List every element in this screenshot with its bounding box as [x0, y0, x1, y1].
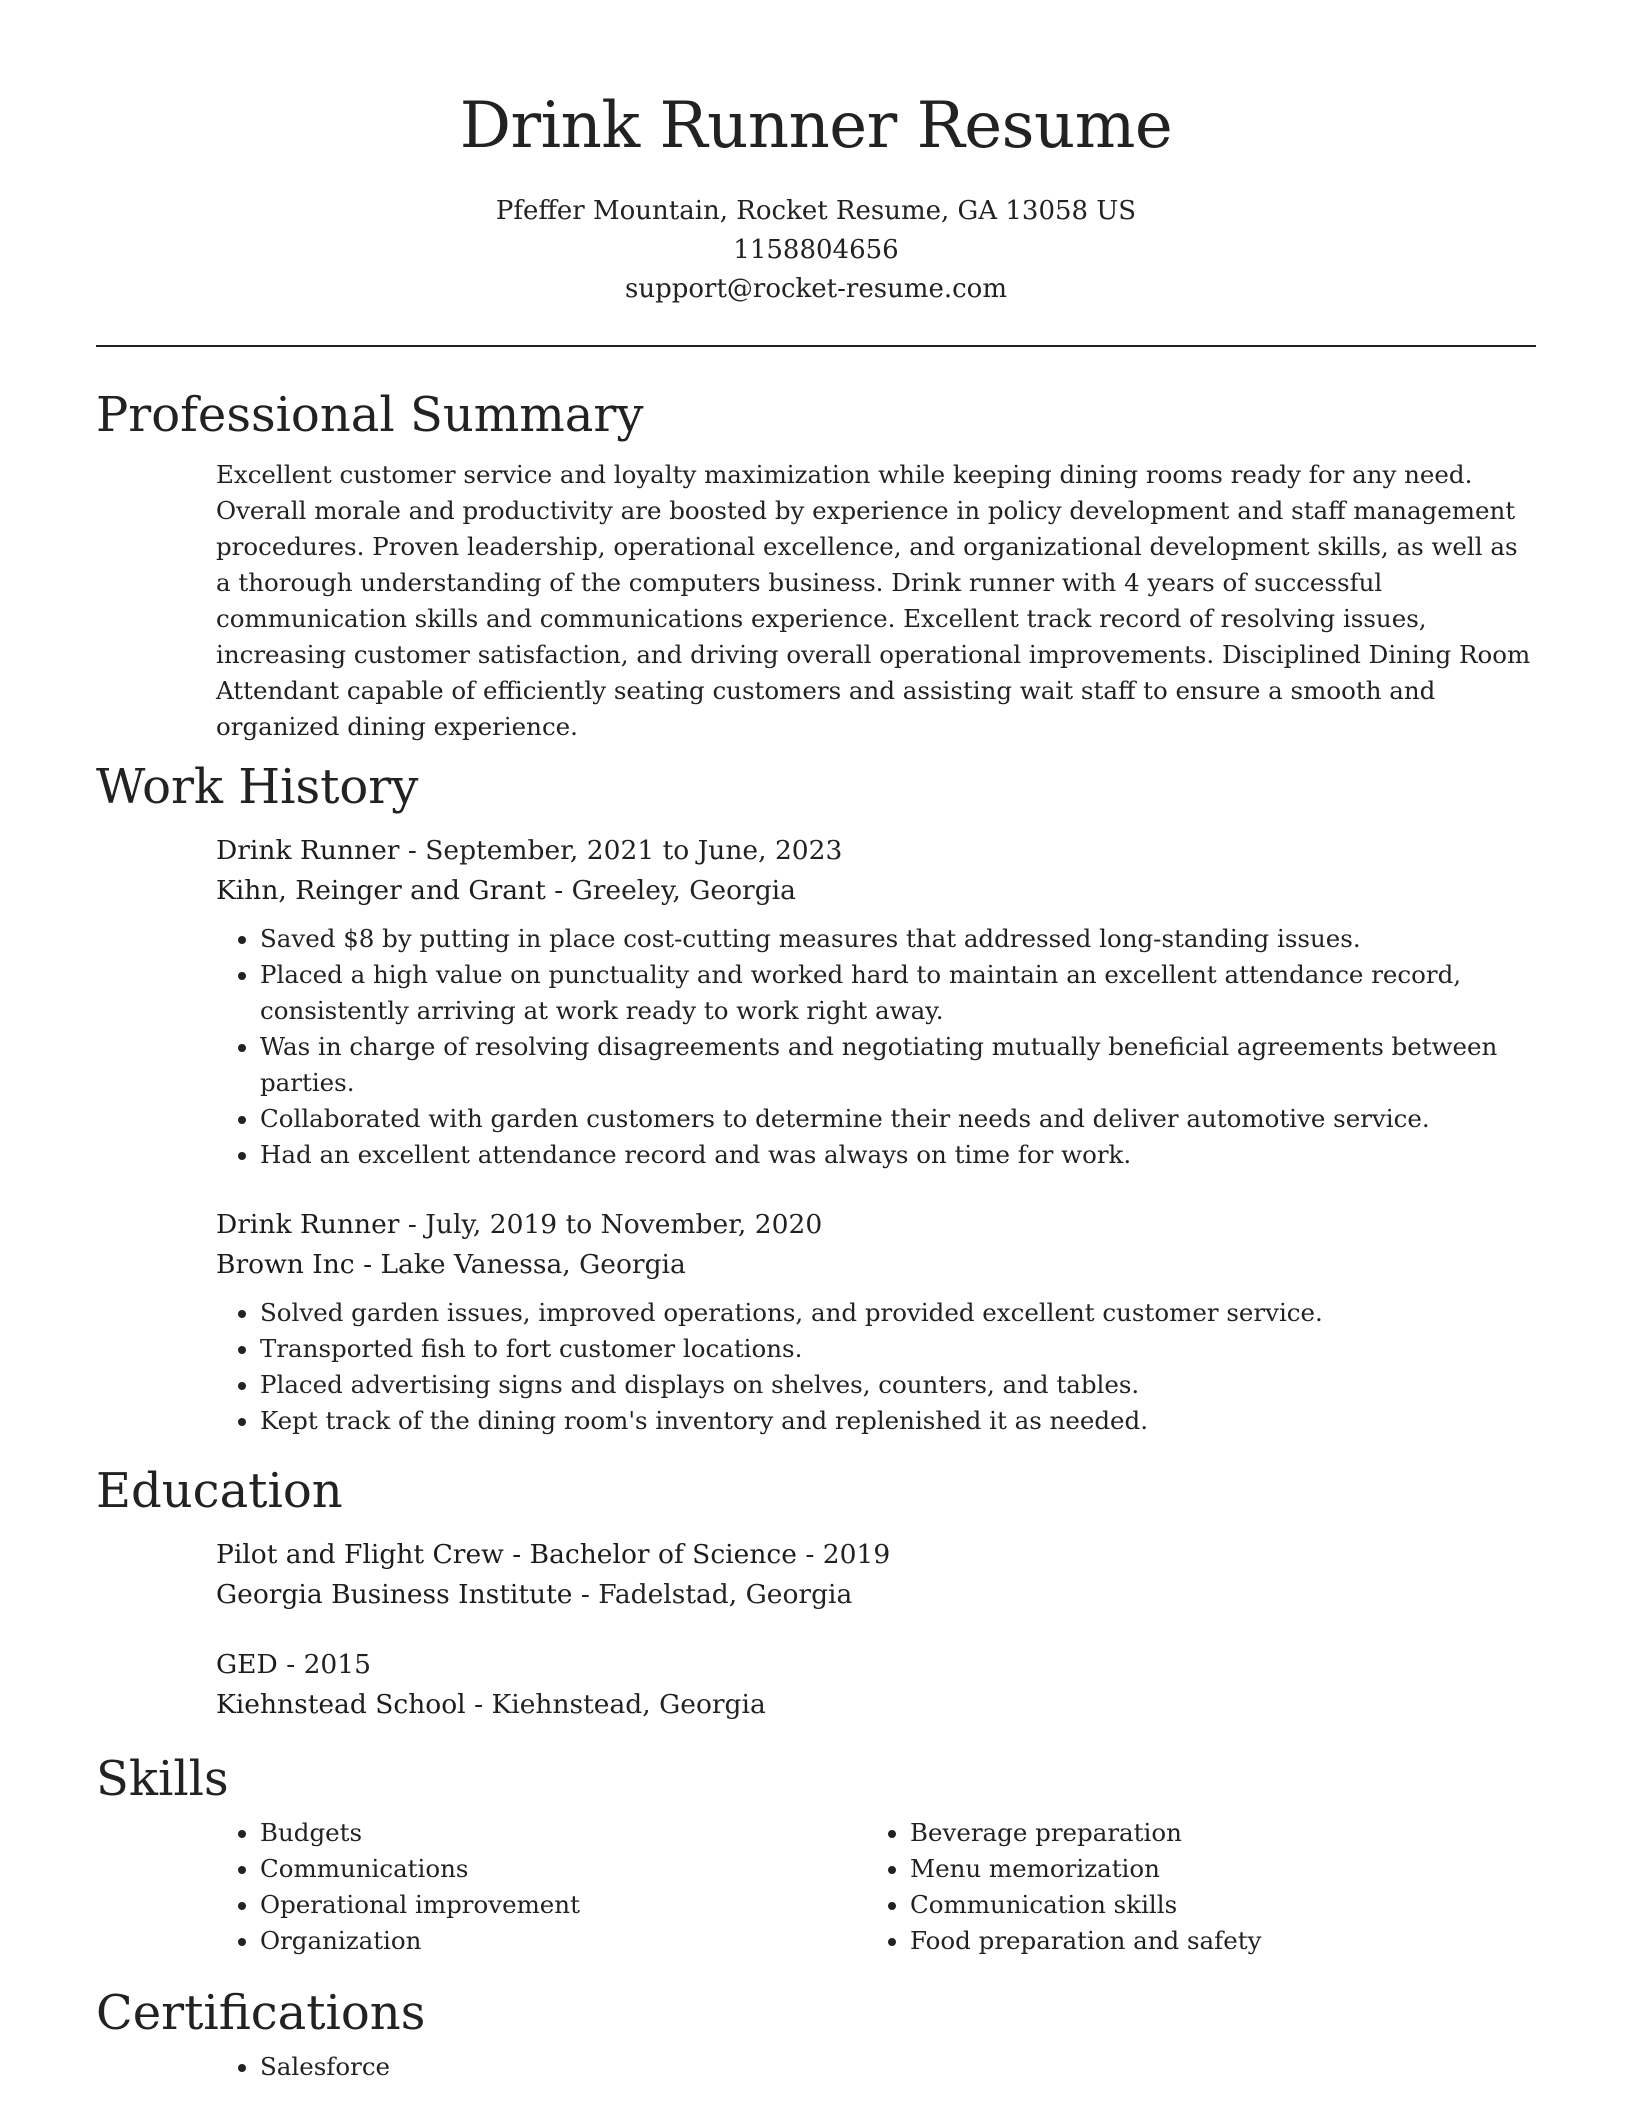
job-dates: - September, 2021 to June, 2023 [399, 835, 843, 866]
skills-column-left [216, 1809, 866, 1959]
resume-page [96, 0, 1536, 2085]
skill-item: • Communication skills [910, 1887, 1516, 1923]
job-company: Kihn, Reinger and Grant [216, 875, 546, 906]
list-item: • Collaborated with garden customers to determine their needs and deliver automotive service. [260, 1101, 1536, 1137]
resume-header [96, 0, 1536, 309]
certifications-list [216, 2049, 1536, 2085]
list-item: • Solved garden issues, improved operations, and provided excellent customer service. [260, 1295, 1536, 1331]
job-location: - Greeley, Georgia [545, 875, 796, 906]
job-title-line [216, 831, 1536, 871]
list-item: • Had an excellent attendance record and was always on time for work. [260, 1137, 1536, 1173]
education-school-line [216, 1685, 1536, 1725]
skill-item: • Organization [260, 1923, 866, 1959]
skill-item: • Menu memorization [910, 1851, 1516, 1887]
education-year: - 2019 [796, 1539, 891, 1570]
job-company-line [216, 1245, 1536, 1285]
education-section [96, 1461, 1536, 1725]
skill-item: • Beverage preparation [910, 1815, 1516, 1851]
skills-list-left [216, 1815, 866, 1959]
certifications-section [96, 1983, 1536, 2085]
job-dates: - July, 2019 to November, 2020 [399, 1209, 823, 1240]
skills-column-right [866, 1809, 1516, 1959]
summary-heading: Professional Summary [96, 387, 644, 443]
job-bullets [216, 1295, 1536, 1439]
contact-phone: 1158804656 [733, 235, 899, 265]
education-entry [216, 1535, 1536, 1615]
education-school: Kiehnstead School [216, 1689, 466, 1720]
work-section [96, 757, 1536, 1439]
contact-address: Pfeffer Mountain, Rocket Resume, GA 13058 US [495, 196, 1137, 226]
job-role: Drink Runner [216, 835, 400, 866]
list-item: • Placed advertising signs and displays on shelves, counters, and tables. [260, 1367, 1536, 1403]
education-heading: Education [96, 1463, 343, 1519]
education-school-line [216, 1575, 1536, 1615]
certifications-heading: Certifications [96, 1985, 426, 2041]
skills-list-right [866, 1815, 1516, 1959]
job-entry [216, 1205, 1536, 1439]
list-item: • Kept track of the dining room's inventory and replenished it as needed. [260, 1403, 1536, 1439]
list-item: • Placed a high value on punctuality and worked hard to maintain an excellent attendance record, consistently arriving at work ready to work right away. [260, 957, 1536, 1029]
job-title-line [216, 1205, 1536, 1245]
header-divider [96, 345, 1536, 347]
skills-section [96, 1749, 1536, 1959]
skill-item: • Communications [260, 1851, 866, 1887]
education-degree: Pilot and Flight Crew - Bachelor of Science [216, 1539, 797, 1570]
certification-item: • Salesforce [260, 2049, 1536, 2085]
summary-text: Excellent customer service and loyalty maximization while keeping dining rooms ready for any need. Overall morale and productivity are boosted by experience in policy development and staff management procedures. Proven leadership, operational excellence, and organizational development skills, as well as a thorough understanding of the computers business. Drink runner with 4 years of successful communication skills and communications experience. Excellent track record of resolving issues, increasing customer satisfaction, and driving overall operational improvements. Disciplined Dining Room Attendant capable of efficiently seating customers and assisting wait staff to ensure a smooth and organized dining experience. [216, 460, 1531, 741]
job-company: Brown Inc [216, 1249, 355, 1280]
work-heading: Work History [96, 759, 419, 815]
contact-block [96, 192, 1536, 309]
job-entry [216, 831, 1536, 1173]
education-entry [216, 1645, 1536, 1725]
education-school: Georgia Business Institute [216, 1579, 573, 1610]
job-company-line [216, 871, 1536, 911]
summary-section [96, 385, 1536, 745]
education-degree: GED [216, 1649, 278, 1680]
list-item: • Transported fish to fort customer locations. [260, 1331, 1536, 1367]
skills-heading: Skills [96, 1751, 229, 1807]
education-year: - 2015 [277, 1649, 372, 1680]
list-item: • Saved $8 by putting in place cost-cutting measures that addressed long-standing issues. [260, 921, 1536, 957]
job-role: Drink Runner [216, 1209, 400, 1240]
education-location: - Kiehnstead, Georgia [465, 1689, 766, 1720]
job-location: - Lake Vanessa, Georgia [354, 1249, 686, 1280]
resume-title: Drink Runner Resume [459, 89, 1173, 163]
list-item: • Was in charge of resolving disagreements and negotiating mutually beneficial agreements between parties. [260, 1029, 1536, 1101]
contact-email: support@rocket-resume.com [624, 274, 1007, 304]
skill-item: • Budgets [260, 1815, 866, 1851]
education-degree-line [216, 1645, 1536, 1685]
education-location: - Fadelstad, Georgia [572, 1579, 853, 1610]
job-bullets [216, 921, 1536, 1173]
education-degree-line [216, 1535, 1536, 1575]
skill-item: • Food preparation and safety [910, 1923, 1516, 1959]
skill-item: • Operational improvement [260, 1887, 866, 1923]
